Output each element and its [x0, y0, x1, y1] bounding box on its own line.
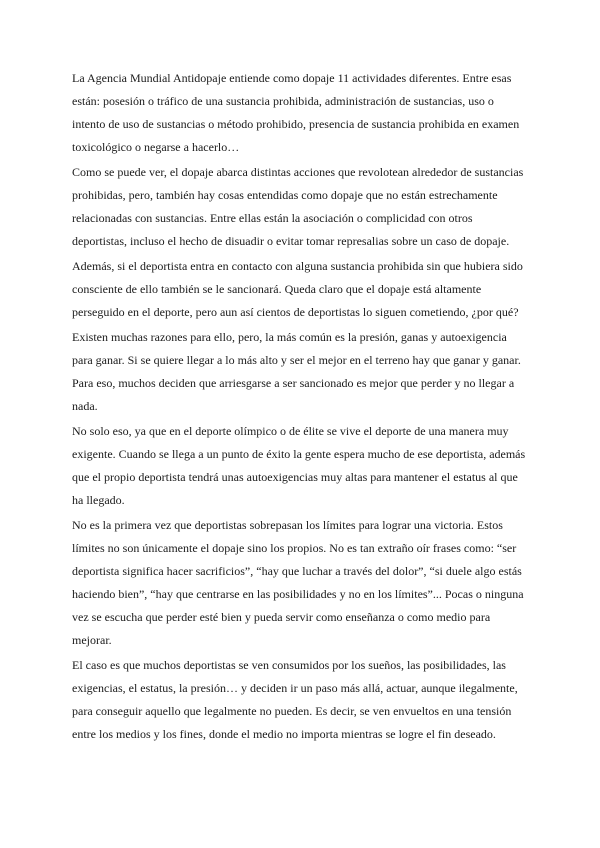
text-line: perseguido en el deporte, pero aun así cientos de deportistas lo siguen cometiendo, ¿por qué? [72, 305, 519, 319]
text-line: Como se puede ver, el dopaje abarca distintas acciones que revolotean alrededor de sustancias [72, 165, 524, 179]
paragraph [72, 164, 542, 256]
text-line: intento de uso de sustancias o método prohibido, presencia de sustancia prohibida en examen [72, 117, 520, 131]
text-line: haciendo bien”, “hay que centrarse en las posibilidades y no en los límites”... Pocas o ninguna [72, 587, 524, 601]
text-line: toxicológico o negarse a hacerlo… [72, 140, 240, 154]
text-line: No solo eso, ya que en el deporte olímpico o de élite se vive el deporte de una manera muy [72, 424, 509, 438]
paragraph [72, 258, 542, 327]
text-line: El caso es que muchos deportistas se ven consumidos por los sueños, las posibilidades, las [72, 658, 506, 672]
paragraph [72, 657, 542, 749]
text-line: Existen muchas razones para ello, pero, la más común es la presión, ganas y autoexigencia [72, 330, 507, 344]
text-line: nada. [72, 399, 98, 413]
paragraph [72, 517, 542, 655]
text-line: mejorar. [72, 633, 112, 647]
text-line: exigente. Cuando se llega a un punto de éxito la gente espera mucho de ese deportista, además [72, 447, 526, 461]
text-line: deportistas, incluso el hecho de disuadir o evitar tomar represalias sobre un caso de dopaje. [72, 234, 510, 248]
document-body [72, 70, 542, 751]
text-line: Además, si el deportista entra en contacto con alguna sustancia prohibida sin que hubiera sido [72, 259, 523, 273]
text-line: prohibidas, pero, también hay cosas entendidas como dopaje que no están estrechamente [72, 188, 498, 202]
text-line: ha llegado. [72, 493, 125, 507]
text-line: relacionadas con sustancias. Entre ellas están la asociación o complicidad con otros [72, 211, 473, 225]
paragraph [72, 329, 542, 421]
text-line: entre los medios y los fines, donde el medio no importa mientras se logre el fin deseado. [72, 727, 496, 741]
paragraph [72, 70, 542, 162]
text-line: No es la primera vez que deportistas sobrepasan los límites para lograr una victoria. Estos [72, 518, 503, 532]
text-line: exigencias, el estatus, la presión… y deciden ir un paso más allá, actuar, aunque ilegalmente, [72, 681, 518, 695]
text-line: Para eso, muchos deciden que arriesgarse a ser sancionado es mejor que perder y no llegar a [72, 376, 515, 390]
text-line: consciente de ello también se le sancionará. Queda claro que el dopaje está altamente [72, 282, 482, 296]
text-line: La Agencia Mundial Antidopaje entiende como dopaje 11 actividades diferentes. Entre esas [72, 71, 512, 85]
text-line: están: posesión o tráfico de una sustancia prohibida, administración de sustancias, uso o [72, 94, 494, 108]
text-line: límites no son únicamente el dopaje sino los propios. No es tan extraño oír frases como: “ser [72, 541, 517, 555]
text-line: vez se escucha que perder esté bien y pueda servir como enseñanza o como medio para [72, 610, 491, 624]
text-line: deportista significa hacer sacrificios”, “hay que luchar a través del dolor”, “si duele algo estás [72, 564, 522, 578]
text-line: para conseguir aquello que legalmente no pueden. Es decir, se ven envueltos en una tensión [72, 704, 512, 718]
text-line: que el propio deportista tendrá unas autoexigencias muy altas para mantener el estatus al que [72, 470, 518, 484]
text-line: para ganar. Si se quiere llegar a lo más alto y ser el mejor en el terreno hay que ganar y ganar. [72, 353, 521, 367]
paragraph [72, 423, 542, 515]
